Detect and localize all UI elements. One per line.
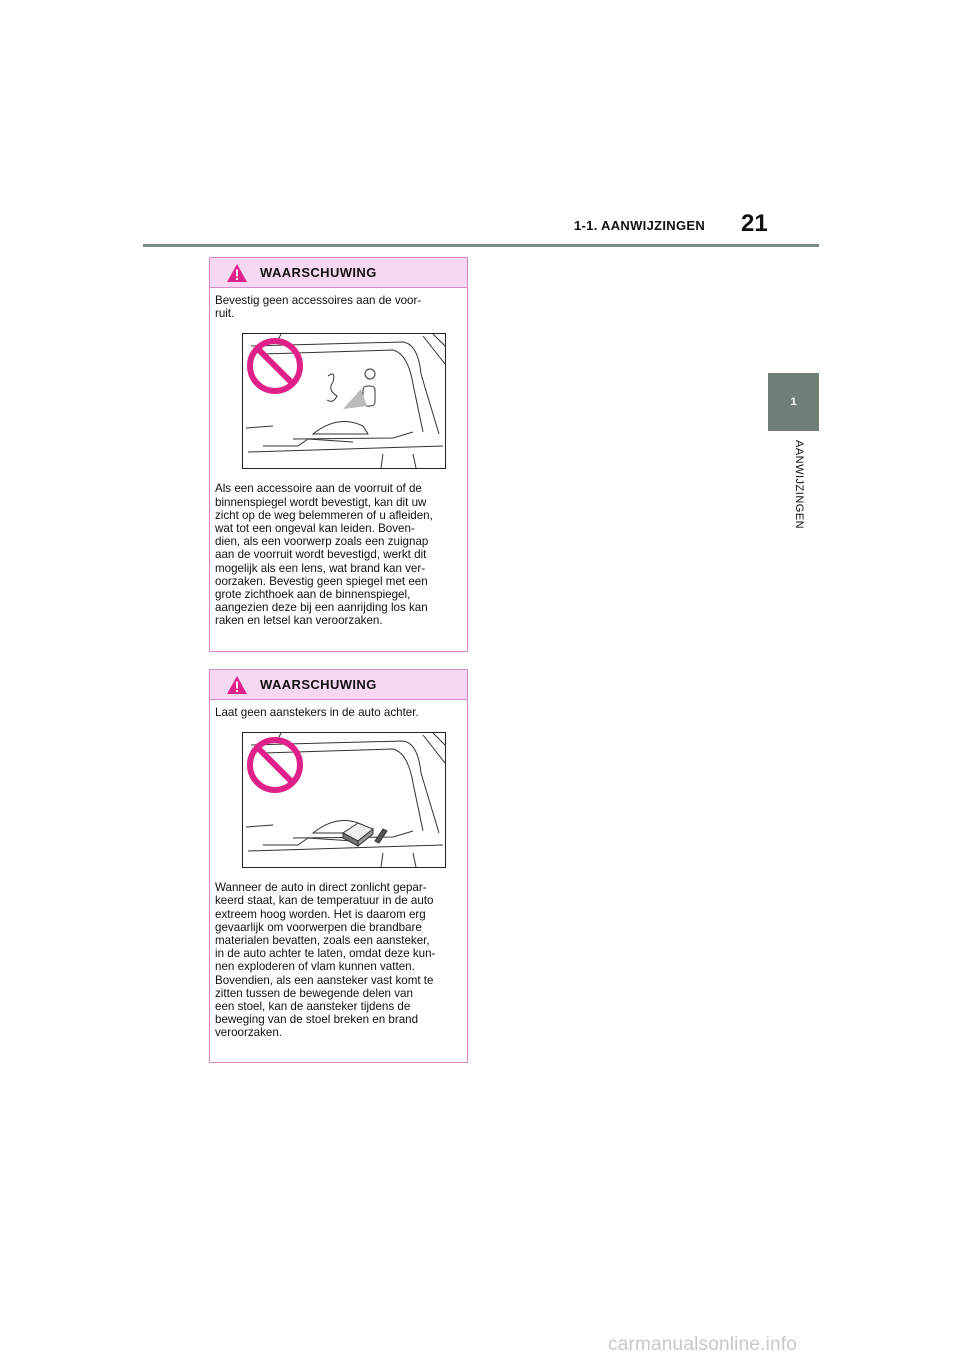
watermark: carmanualsonline.info [608,1334,798,1355]
header-rule [143,244,819,247]
page-number: 21 [741,210,768,237]
chapter-label: AANWIJZINGEN [793,440,805,530]
warning-intro: Laat geen aanstekers in de auto achter. [215,706,419,719]
warning-header [210,258,467,288]
warning-title: WAARSCHUWING [260,265,377,280]
warning-triangle-icon [226,263,248,283]
warning-intro: Bevestig geen accessoires aan de voor- ruit. [215,294,422,321]
chapter-number: 1 [790,396,797,408]
warning-triangle-icon [226,675,248,695]
warning-header [210,670,467,700]
warning-box-lighter [209,669,468,1063]
warning-text: Als een accessoire aan de voorruit of de binnenspiegel wordt bevestigt, kan dit uw zicht op de weg belemmeren of u afleiden, wat tot een ongeval kan leiden. Boven- dien, als een voorwerp zoals een zuignap aan de voorruit wordt bevestigd, werkt dit mogelijk als een lens, wat brand kan ver- oorzaken. Bevestig geen spiegel met een grote zichthoek aan de binnenspiegel, aangezien deze bij een aanrijding los kan raken en letsel kan veroorzaken. [215,482,433,628]
warning-title: WAARSCHUWING [260,677,377,692]
illustration-lighter-dashboard [242,732,446,868]
illustration-windshield-accessory [242,333,446,469]
warning-text: Wanneer de auto in direct zonlicht gepar- keerd staat, kan de temperatuur in de auto extreem hoog worden. Het is daarom erg gevaarlijk om voorwerpen die brandbare materialen bevatten, zoals een aansteker, in de auto achter te laten, omdat deze kun- nen exploderen of vlam kunnen vatten. Bovendien, als een aansteker vast komt te zitten tussen de bewegende delen van een stoel, kan de aansteker tijdens de beweging van de stoel breken en brand veroorzaken. [215,881,436,1040]
chapter-tab[interactable] [768,373,819,431]
section-title: 1-1. AANWIJZINGEN [574,218,706,233]
warning-box-windshield [209,257,468,652]
